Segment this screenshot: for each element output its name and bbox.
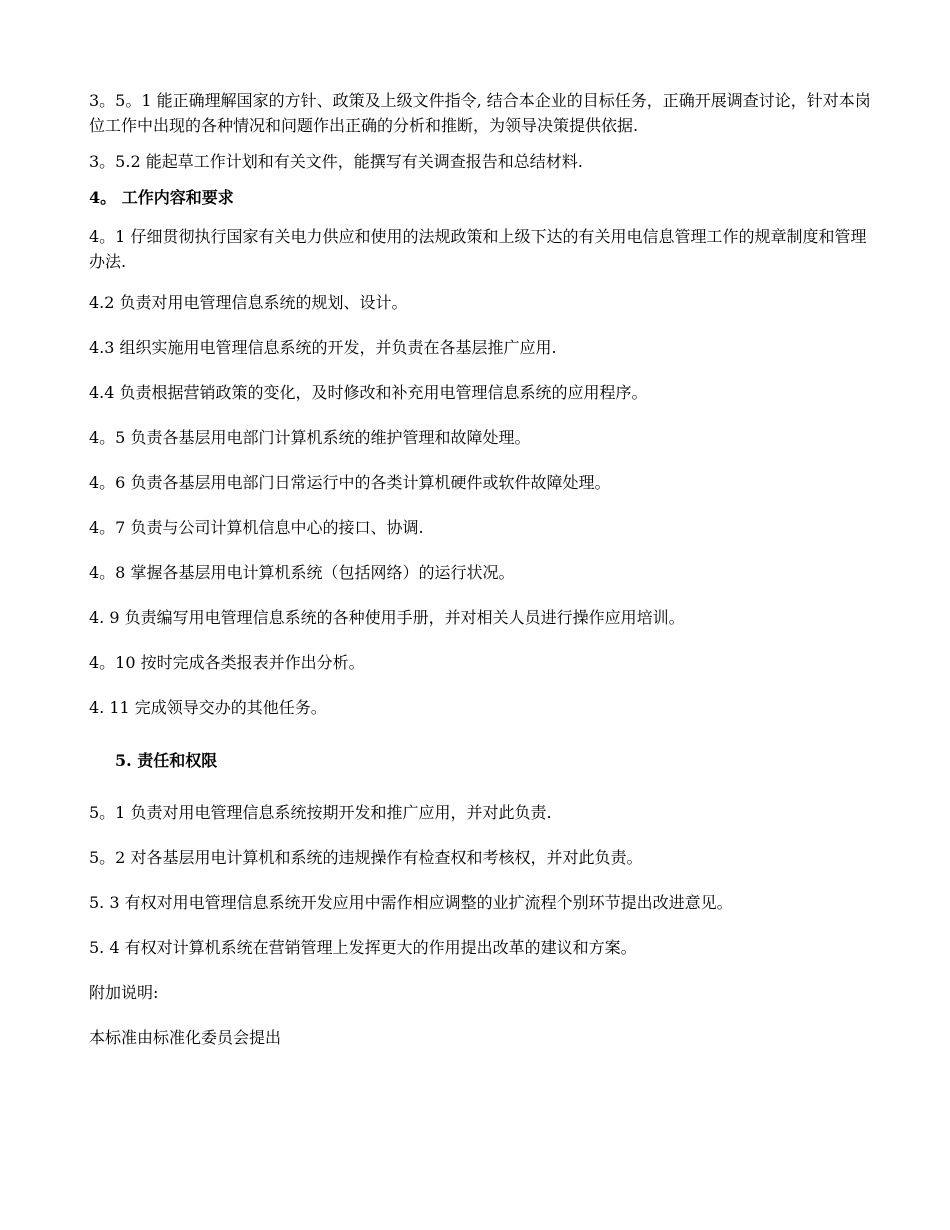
paragraph-3-5-1: 3。5。1 能正确理解国家的方针、政策及上级文件指令, 结合本企业的目标任务，正确开展调查讨论，针对本岗位工作中出现的各种情况和问题作出正确的分析和推断，为领导决策提供依据. [89, 91, 871, 135]
paragraph-3-5-2: 3。5.2 能起草工作计划和有关文件，能撰写有关调查报告和总结材料. [89, 152, 583, 171]
section-4-heading: 4。 工作内容和要求 [89, 188, 234, 207]
list-item-4-10: 4。10 按时完成各类报表并作出分析。 [89, 653, 365, 672]
list-item-4-2: 4.2 负责对用电管理信息系统的规划、设计。 [89, 293, 408, 312]
list-item-4-1: 4。1 仔细贯彻执行国家有关电力供应和使用的法规政策和上级下达的有关用电信息管理工作的规章制度和管理办法. [89, 227, 867, 271]
document-page [89, 88, 879, 1050]
list-item-5-1: 5。1 负责对用电管理信息系统按期开发和推广应用，并对此负责. [89, 803, 552, 822]
list-item-5-2: 5。2 对各基层用电计算机和系统的违规操作有检查权和考核权，并对此负责。 [89, 848, 643, 867]
note-label: 附加说明: [89, 983, 159, 1002]
list-item-4-6: 4。6 负责各基层用电部门日常运行中的各类计算机硬件或软件故障处理。 [89, 473, 611, 492]
list-item-4-5: 4。5 负责各基层用电部门计算机系统的维护管理和故障处理。 [89, 428, 531, 447]
list-item-5-4: 5. 4 有权对计算机系统在营销管理上发挥更大的作用提出改革的建议和方案。 [89, 938, 637, 957]
list-item-4-7: 4。7 负责与公司计算机信息中心的接口、协调. [89, 518, 424, 537]
list-item-4-4: 4.4 负责根据营销政策的变化，及时修改和补充用电管理信息系统的应用程序。 [89, 383, 648, 402]
list-item-5-3: 5. 3 有权对用电管理信息系统开发应用中需作相应调整的业扩流程个别环节提出改进意见。 [89, 893, 733, 912]
list-item-4-11: 4. 11 完成领导交办的其他任务。 [89, 698, 327, 717]
list-item-4-9: 4. 9 负责编写用电管理信息系统的各种使用手册，并对相关人员进行操作应用培训。 [89, 608, 685, 627]
list-item-4-3: 4.3 组织实施用电管理信息系统的开发，并负责在各基层推广应用. [89, 338, 557, 357]
section-5-heading: 5. 责任和权限 [115, 751, 218, 770]
list-item-4-8: 4。8 掌握各基层用电计算机系统（包括网络）的运行状况。 [89, 563, 515, 582]
note-text: 本标准由标准化委员会提出 [89, 1028, 282, 1047]
